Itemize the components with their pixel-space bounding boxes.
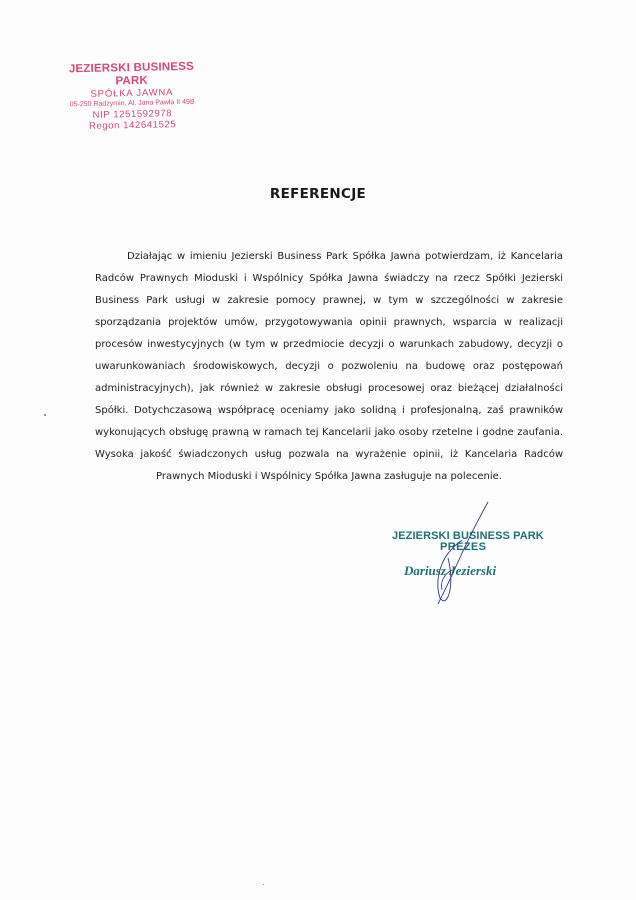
- signature-name: Dariusz Jezierski: [404, 563, 497, 578]
- body-line: Spółki. Dotychczasową współpracę oceniamy jako solidną i profesjonalną, zaś prawników: [95, 405, 563, 416]
- stamp-regon: Regon 142641525: [88, 119, 177, 132]
- body-line: administracyjnych), jak również w zakresie obsługi procesowej oraz bieżącej działalności: [95, 383, 563, 394]
- signature-role: PREZES: [440, 541, 487, 553]
- body-line: procesów inwestycyjnych (w tym w przedmiocie decyzji o warunkach zabudowy, decyzji o: [95, 339, 563, 350]
- stamp-address: 05-250 Radzymin, Al. Jana Pawła II 49B: [69, 98, 195, 109]
- scan-speck: [44, 414, 46, 416]
- body-line: Wysoka jakość świadczonych usług pozwala na wyrażenie opinii, iż Kancelaria Radców: [95, 449, 563, 460]
- stamp-company-name: JEZIERSKI BUSINESS PARK: [68, 60, 195, 88]
- scan-speck: [263, 884, 264, 885]
- body-line: Radców Prawnych Mioduski i Wspólnicy Spółka Jawna świadczy na rzecz Spółki Jezierski: [95, 273, 563, 284]
- stamp-legal-form: SPÓŁKA JAWNA: [90, 87, 174, 100]
- letter-body: [95, 246, 563, 488]
- body-line: Business Park usługi w zakresie pomocy prawnej, w tym w szczególności w zakresie: [95, 295, 563, 306]
- handwritten-signature: [392, 500, 542, 610]
- company-stamp: [51, 60, 212, 132]
- signature-company: JEZIERSKI BUSINESS PARK: [392, 530, 544, 542]
- body-line: uwarunkowaniach środowiskowych, decyzji o pozwoleniu na budowę oraz postępowań: [95, 361, 563, 372]
- body-line: Prawnych Mioduski i Wspólnicy Spółka Jawna zasługuje na polecenie.: [156, 471, 502, 482]
- body-line: Działając w imieniu Jezierski Business Park Spółka Jawna potwierdzam, iż Kancelaria: [127, 251, 563, 262]
- stamp-nip: NIP 1251592978: [92, 108, 173, 121]
- document-title: REFERENCJE: [269, 186, 367, 202]
- body-line: sporządzania projektów umów, przygotowywania opinii prawnych, wsparcia w realizacji: [95, 317, 563, 328]
- body-line: wykonujących obsługę prawną w ramach tej Kancelarii jako osoby rzetelne i godne zaufania.: [95, 427, 563, 438]
